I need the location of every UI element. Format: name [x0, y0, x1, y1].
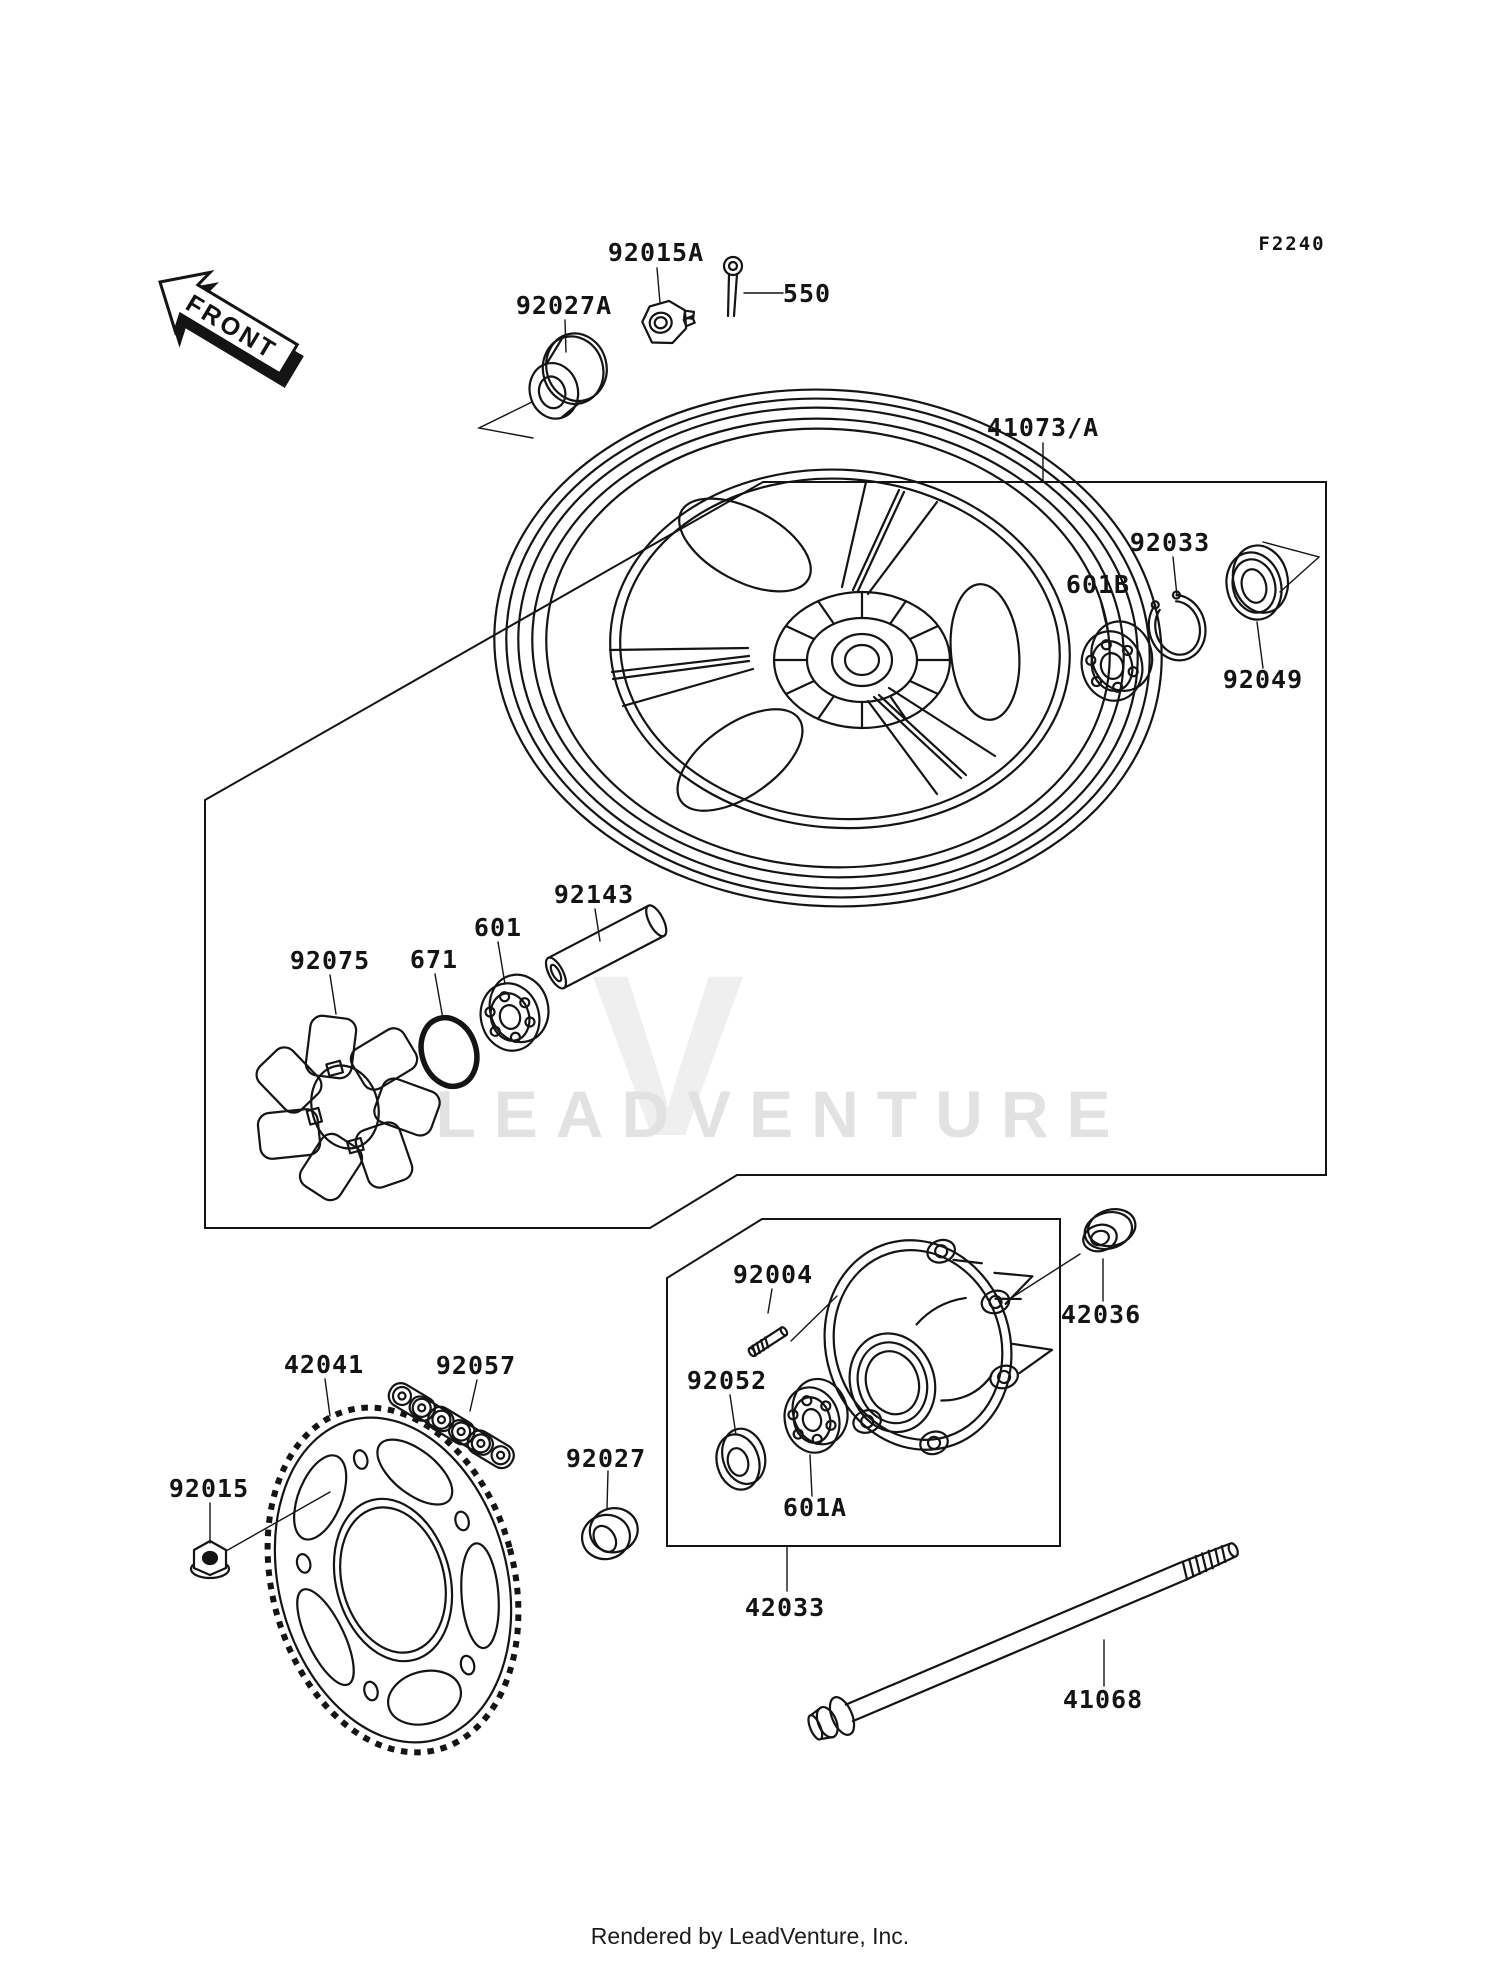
label-sprocket: 42041 [283, 1350, 365, 1379]
label-castle-nut: 92015A [607, 238, 705, 267]
label-o-ring: 671 [409, 945, 459, 974]
footer-credit: Rendered by LeadVenture, Inc. [590, 1923, 910, 1949]
label-flanged-nut: 92015 [168, 1474, 250, 1503]
label-grease-seal-right: 92049 [1222, 665, 1304, 694]
part-castle-nut [640, 297, 699, 347]
wheel-cutouts [660, 479, 1024, 830]
part-chain-joint [385, 1379, 518, 1472]
part-sprocket [231, 1379, 556, 1781]
part-grease-seal-right [1218, 539, 1297, 626]
part-bushing-front [517, 327, 617, 425]
part-cap [1077, 1204, 1140, 1255]
label-circlip: 92033 [1129, 528, 1211, 557]
watermark-text: LEADVENTURE [435, 1077, 1129, 1151]
label-bushing-front: 92027A [515, 291, 613, 320]
label-bearing-left: 601 [473, 913, 523, 942]
label-coupling-damper: 92075 [289, 946, 371, 975]
label-bearing-right: 601B [1065, 570, 1131, 599]
part-axle [803, 1530, 1245, 1748]
watermark-logo: V [591, 927, 745, 1184]
leader-lines [210, 268, 1319, 1686]
part-wheel [477, 367, 1179, 928]
front-arrow [138, 253, 314, 401]
front-arrow-label: FRONT [180, 289, 282, 366]
label-wheel-hub: 42033 [744, 1593, 826, 1622]
label-spacer: 92027 [565, 1444, 647, 1473]
part-seal-washer [709, 1424, 772, 1495]
label-chain-joint: 92057 [435, 1351, 517, 1380]
part-bearing-left [472, 968, 558, 1057]
part-spacer [577, 1504, 643, 1564]
watermark [435, 927, 1128, 1184]
part-coupling-damper [252, 1014, 443, 1204]
label-axle: 41068 [1062, 1685, 1144, 1714]
label-stud: 92004 [732, 1260, 814, 1289]
label-bearing-hub: 601A [782, 1493, 848, 1522]
figure-code: F2240 [1258, 233, 1326, 255]
label-cap: 42036 [1060, 1300, 1142, 1329]
wheel-hub-fan [774, 592, 950, 728]
part-flanged-nut [191, 1541, 229, 1578]
wheel-spokes [610, 482, 995, 794]
part-stud [747, 1326, 789, 1358]
label-seal-washer: 92052 [686, 1366, 768, 1395]
label-wheel-assembly: 41073/A [986, 413, 1100, 442]
part-cotter-pin [724, 257, 742, 316]
label-spacer-tube: 92143 [553, 880, 635, 909]
label-cotter-pin: 550 [782, 279, 832, 308]
